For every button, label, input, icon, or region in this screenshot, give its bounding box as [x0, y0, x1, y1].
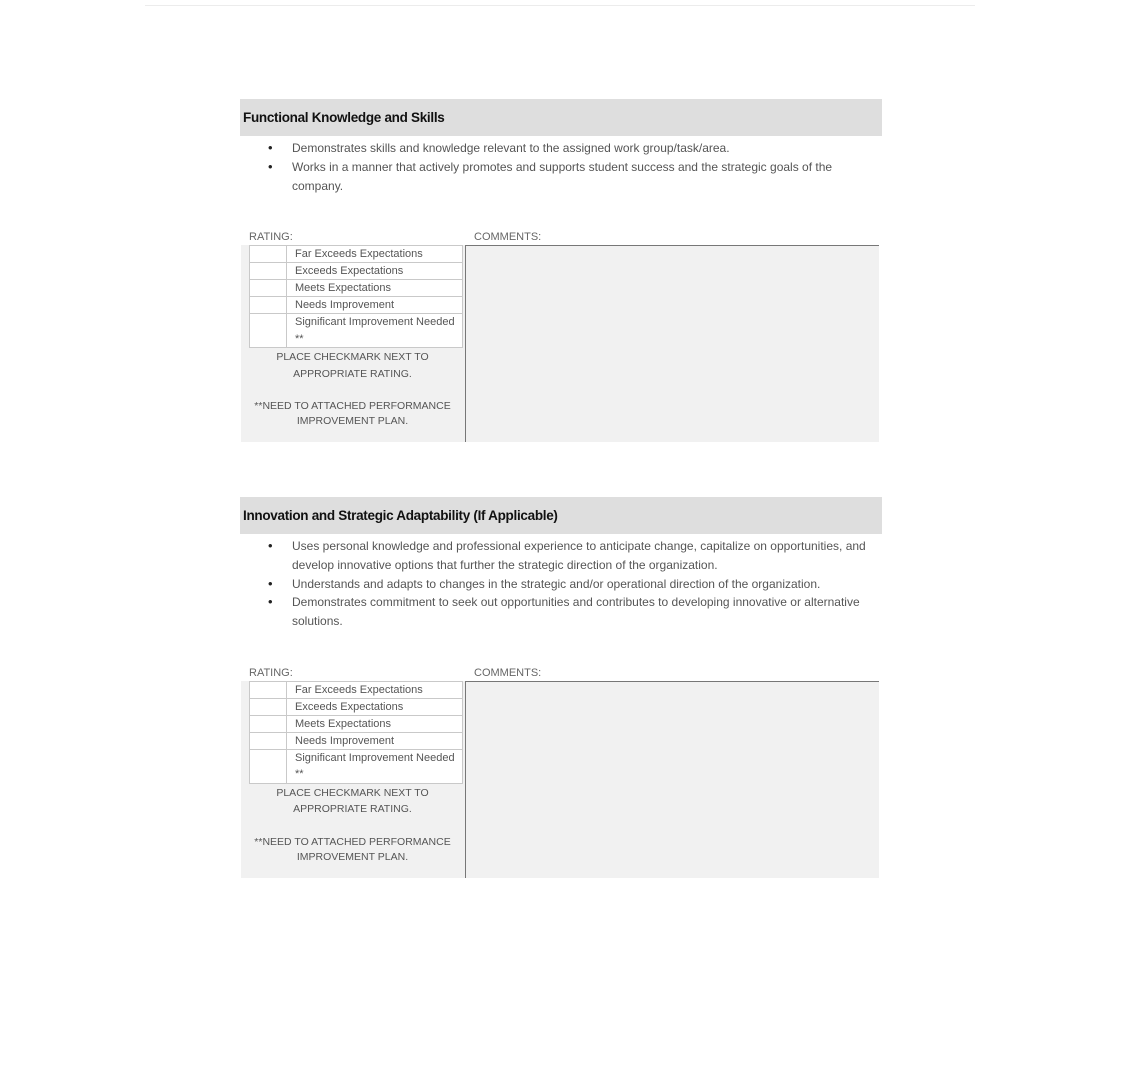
list-item: • Works in a manner that actively promotes and supports student success and the strategic goals of the company. — [268, 158, 833, 193]
bullet-list — [240, 139, 882, 195]
bullet-icon: • — [268, 538, 273, 553]
table-row — [250, 732, 463, 749]
section-title: Innovation and Strategic Adaptability (If Applicable) — [240, 497, 882, 534]
rating-checkbox[interactable] — [250, 698, 287, 715]
rating-option-label: Significant Improvement Needed ** — [287, 314, 463, 348]
table-row — [250, 749, 463, 783]
rating-checkbox[interactable] — [250, 246, 287, 263]
column-divider — [465, 681, 466, 878]
checkmark-instruction: PLACE CHECKMARK NEXT TO APPROPRIATE RATING. — [276, 351, 429, 380]
rating-option-label: Significant Improvement Needed ** — [287, 749, 463, 783]
bullet-list — [240, 537, 882, 631]
rating-checkbox[interactable] — [250, 280, 287, 297]
rating-option-label: Needs Improvement — [287, 732, 463, 749]
column-divider — [465, 245, 466, 442]
table-row — [250, 698, 463, 715]
improvement-plan-note: **NEED TO ATTACHED PERFORMANCE IMPROVEMENT PLAN. — [254, 400, 451, 428]
page-top-rule — [145, 5, 975, 6]
table-row — [250, 297, 463, 314]
rating-block — [240, 667, 882, 881]
rating-checkbox[interactable] — [250, 749, 287, 783]
rating-table — [249, 245, 463, 348]
list-item: • Uses personal knowledge and professional experience to anticipate change, capitalize on opportunities, and develop innovative options that further the strategic direction of the organization. — [268, 538, 866, 572]
rating-option-label: Exceeds Expectations — [287, 698, 463, 715]
rating-checkbox[interactable] — [250, 681, 287, 698]
bullet-icon: • — [268, 140, 273, 155]
rating-label: RATING: — [249, 231, 293, 244]
comments-area[interactable] — [467, 246, 879, 442]
rating-label: RATING: — [249, 666, 293, 679]
table-row — [250, 681, 463, 698]
improvement-plan-note: **NEED TO ATTACHED PERFORMANCE IMPROVEMENT PLAN. — [254, 835, 451, 863]
section-functional-knowledge — [240, 99, 882, 445]
checkmark-instruction: PLACE CHECKMARK NEXT TO APPROPRIATE RATING. — [276, 786, 429, 816]
table-row — [250, 715, 463, 732]
rating-checkbox[interactable] — [250, 715, 287, 732]
rating-option-label: Needs Improvement — [287, 297, 463, 314]
bullet-icon: • — [268, 575, 273, 591]
rating-checkbox[interactable] — [250, 314, 287, 348]
rating-checkbox[interactable] — [250, 297, 287, 314]
list-item: • Demonstrates commitment to seek out opportunities and contributes to developing innovative or alternative solutions. — [268, 594, 860, 629]
rating-option-label: Exceeds Expectations — [287, 263, 463, 280]
rating-option-label: Far Exceeds Expectations — [287, 681, 463, 698]
table-row — [250, 314, 463, 348]
rating-checkbox[interactable] — [250, 263, 287, 280]
rating-checkbox[interactable] — [250, 732, 287, 749]
list-item: • Demonstrates skills and knowledge relevant to the assigned work group/task/area. — [240, 139, 882, 158]
table-row — [250, 246, 463, 263]
section-innovation-adaptability — [240, 497, 882, 881]
table-row — [250, 263, 463, 280]
bullet-icon: • — [268, 594, 273, 610]
comments-label: COMMENTS: — [474, 231, 542, 244]
section-title: Functional Knowledge and Skills — [240, 99, 882, 136]
bullet-icon: • — [268, 158, 273, 174]
comments-area[interactable] — [467, 682, 879, 878]
table-row — [250, 280, 463, 297]
comments-label: COMMENTS: — [474, 666, 542, 679]
rating-option-label: Far Exceeds Expectations — [287, 246, 463, 263]
rating-block — [240, 231, 882, 445]
rating-table — [249, 681, 463, 784]
rating-option-label: Meets Expectations — [287, 280, 463, 297]
rating-option-label: Meets Expectations — [287, 715, 463, 732]
list-item: • Understands and adapts to changes in the strategic and/or operational direction of the organization. — [240, 575, 882, 594]
